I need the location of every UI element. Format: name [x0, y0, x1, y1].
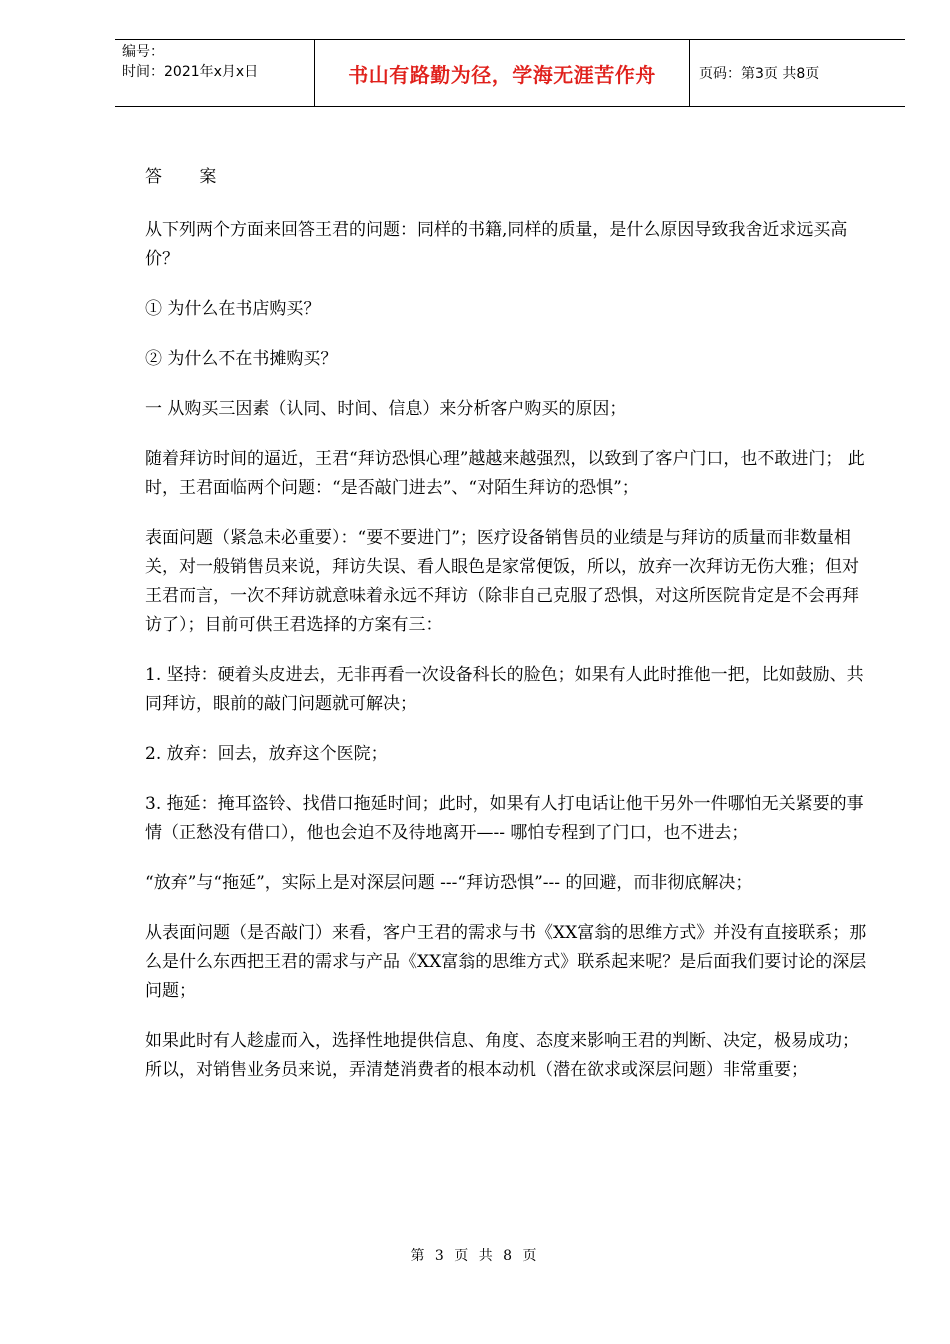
paragraph: 从下列两个方面来回答王君的问题：同样的书籍,同样的质量，是什么原因导致我舍近求远买高价？	[145, 220, 848, 269]
page-footer: 第 3 页 共 8 页	[410, 1248, 540, 1264]
document-body	[145, 163, 875, 1106]
list-item: 3. 拖延：掩耳盗铃、找借口拖延时间；此时，如果有人打电话让他干另外一件哪怕无关紧要的事情（正愁没有借口），他也会迫不及待地离开—-- 哪怕专程到了门口，也不进去；	[145, 794, 864, 843]
header-meta	[115, 40, 315, 106]
list-item: 1. 坚持：硬着头皮进去，无非再看一次设备科长的脸色；如果有人此时推他一把，比如鼓励、共同拜访，眼前的敲门问题就可解决；	[145, 665, 864, 714]
header-motto: 书山有路勤为径，学海无涯苦作舟	[315, 40, 690, 106]
paragraph: 从表面问题（是否敲门）来看，客户王君的需求与书《XX富翁的思维方式》并没有直接联系；那么是什么东西把王君的需求与产品《XX富翁的思维方式》联系起来呢？是后面我们要讨论的深层问题；	[145, 923, 867, 1001]
document-time: 时间：2021年x月x日	[122, 64, 259, 80]
paragraph: 随着拜访时间的逼近，王君“拜访恐惧心理”越越来越强烈，以致到了客户门口，也不敢进门； 此时，王君面临两个问题：“是否敲门进去”、“对陌生拜访的恐惧”；	[145, 449, 865, 498]
header-table	[115, 39, 905, 107]
paragraph: 如果此时有人趁虚而入，选择性地提供信息、角度、态度来影响王君的判断、决定，极易成功；所以，对销售业务员来说，弄清楚消费者的根本动机（潜在欲求或深层问题）非常重要；	[145, 1031, 859, 1080]
paragraph: “放弃”与“拖延”，实际上是对深层问题 ---“拜访恐惧”--- 的回避，而非彻底解决；	[145, 873, 753, 893]
paragraph: ① 为什么在书店购买？	[145, 299, 321, 319]
paragraph: 一 从购买三因素（认同、时间、信息）来分析客户购买的原因；	[145, 399, 627, 419]
paragraph: ② 为什么不在书摊购买？	[145, 349, 338, 369]
list-item: 2. 放弃：回去，放弃这个医院；	[145, 744, 388, 764]
document-code: 编号：	[122, 44, 164, 60]
header-page-info: 页码：第3页 共8页	[699, 66, 820, 82]
paragraph: 表面问题（紧急未必重要）：“要不要进门”；医疗设备销售员的业绩是与拜访的质量而非数量相关，对一般销售员来说，拜访失误、看人眼色是家常便饭，所以，放弃一次拜访无伤大雅；但对王君而言，一次不拜访就意味着永远不拜访（除非自己克服了恐惧，对这所医院肯定是不会再拜访了）；目前可供王君选择的方案有三：	[145, 528, 859, 635]
section-title: 答 案	[145, 167, 233, 187]
